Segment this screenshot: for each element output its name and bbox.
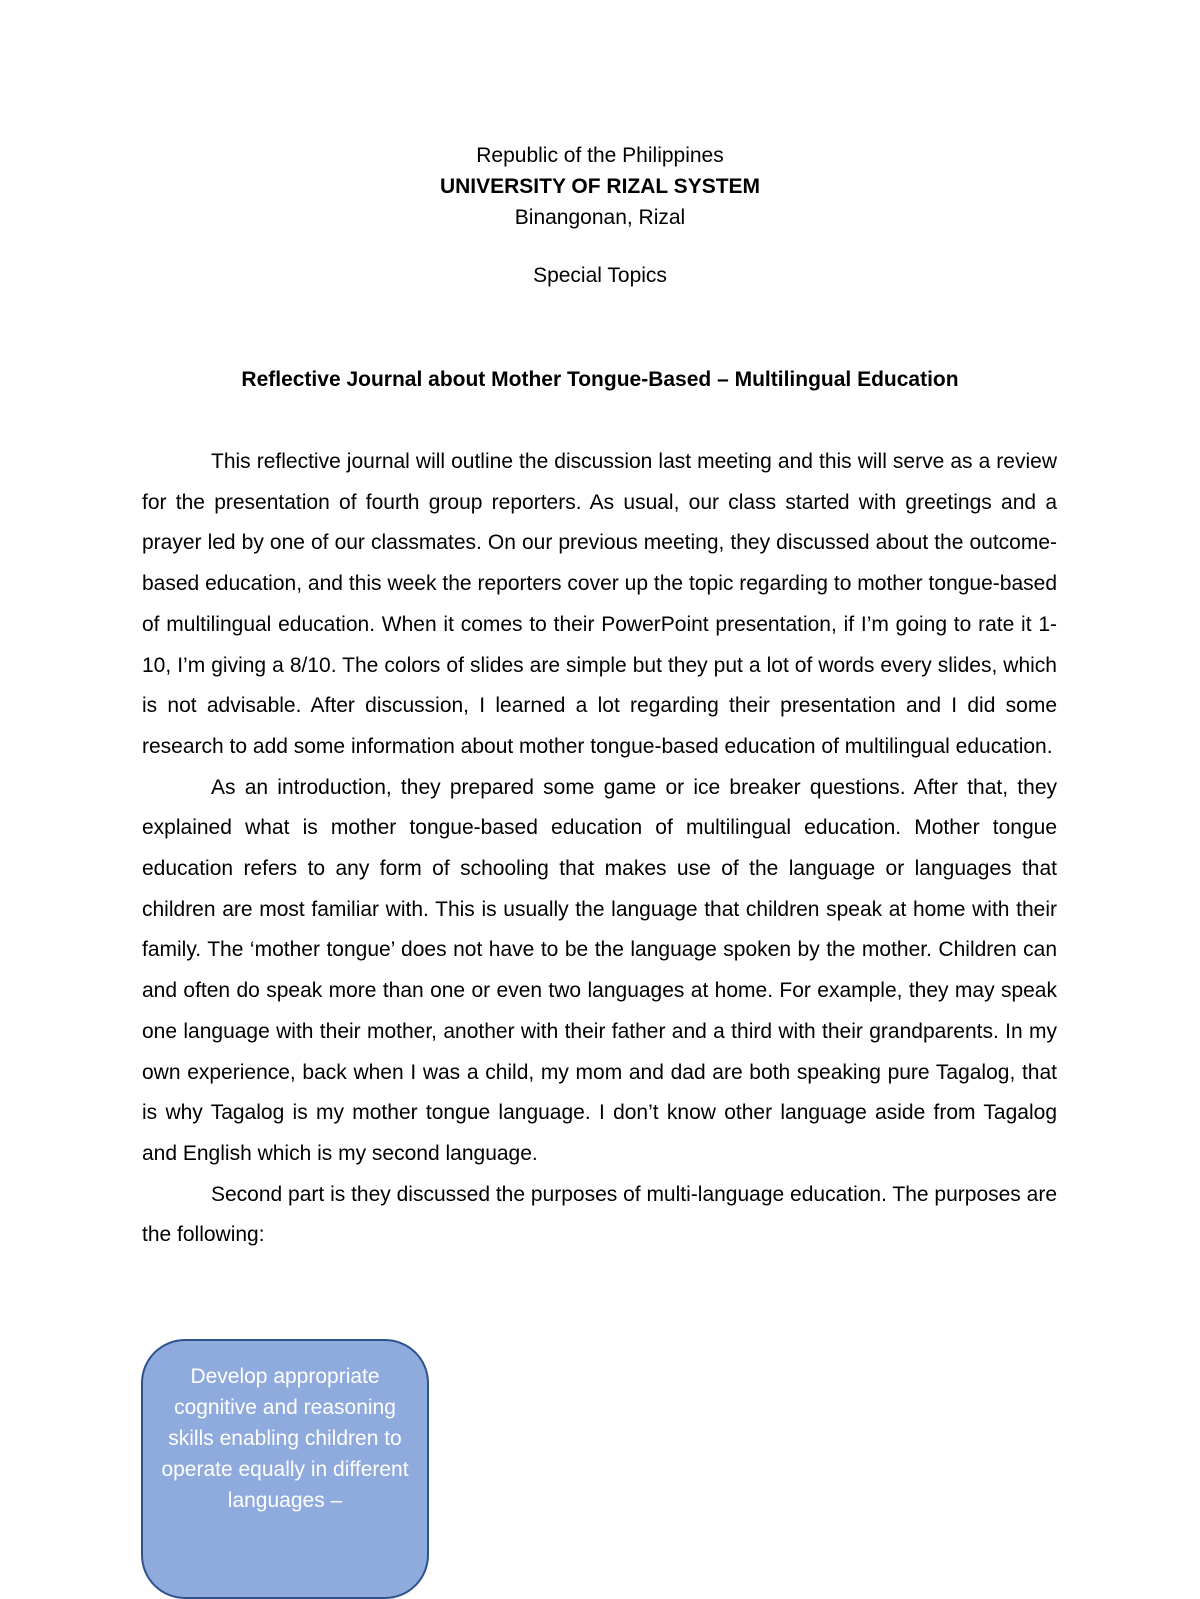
purpose-box-text: Develop appropriate cognitive and reasoning skills enabling children to operate equally in different languages – <box>161 1365 409 1512</box>
body-paragraph-2: As an introduction, they prepared some game or ice breaker questions. After that, they explained what is mother tongue-based education of multilingual education. Mother tongue education refers to any form of schooling that makes use of the language or languages that children are most familiar with. This is usually the language that children speak at home with their family. The ‘mother tongue’ does not have to be the language spoken by the mother. Children can and often do speak more than one or even two languages at home. For example, they may speak one language with their mother, another with their father and a third with their grandparents. In my own experience, back when I was a child, my mom and dad are both speaking pure Tagalog, that is why Tagalog is my mother tongue language. I don’t know other language aside from Tagalog and English which is my second language. <box>142 775 1057 1165</box>
body-paragraph-3: Second part is they discussed the purposes of multi-language education. The purposes are the following: <box>142 1182 1057 1247</box>
purpose-box <box>141 1339 429 1599</box>
body-paragraph-1: This reflective journal will outline the discussion last meeting and this will serve as a review for the presentation of fourth group reporters. As usual, our class started with greetings and a prayer led by one of our classmates. On our previous meeting, they discussed about the outcome-based education, and this week the reporters cover up the topic regarding to mother tongue-based of multilingual education. When it comes to their PowerPoint presentation, if I’m going to rate it 1-10, I’m giving a 8/10. The colors of slides are simple but they put a lot of words every slides, which is not advisable. After discussion, I learned a lot regarding their presentation and I did some research to add some information about mother tongue-based education of multilingual education. <box>142 450 1057 758</box>
header-subject: Special Topics <box>533 264 667 287</box>
header-republic: Republic of the Philippines <box>476 144 724 167</box>
document-title: Reflective Journal about Mother Tongue-Based – Multilingual Education <box>241 368 959 391</box>
header-university: UNIVERSITY OF RIZAL SYSTEM <box>439 175 761 198</box>
header-location: Binangonan, Rizal <box>514 206 686 229</box>
document-body <box>142 442 1057 1256</box>
